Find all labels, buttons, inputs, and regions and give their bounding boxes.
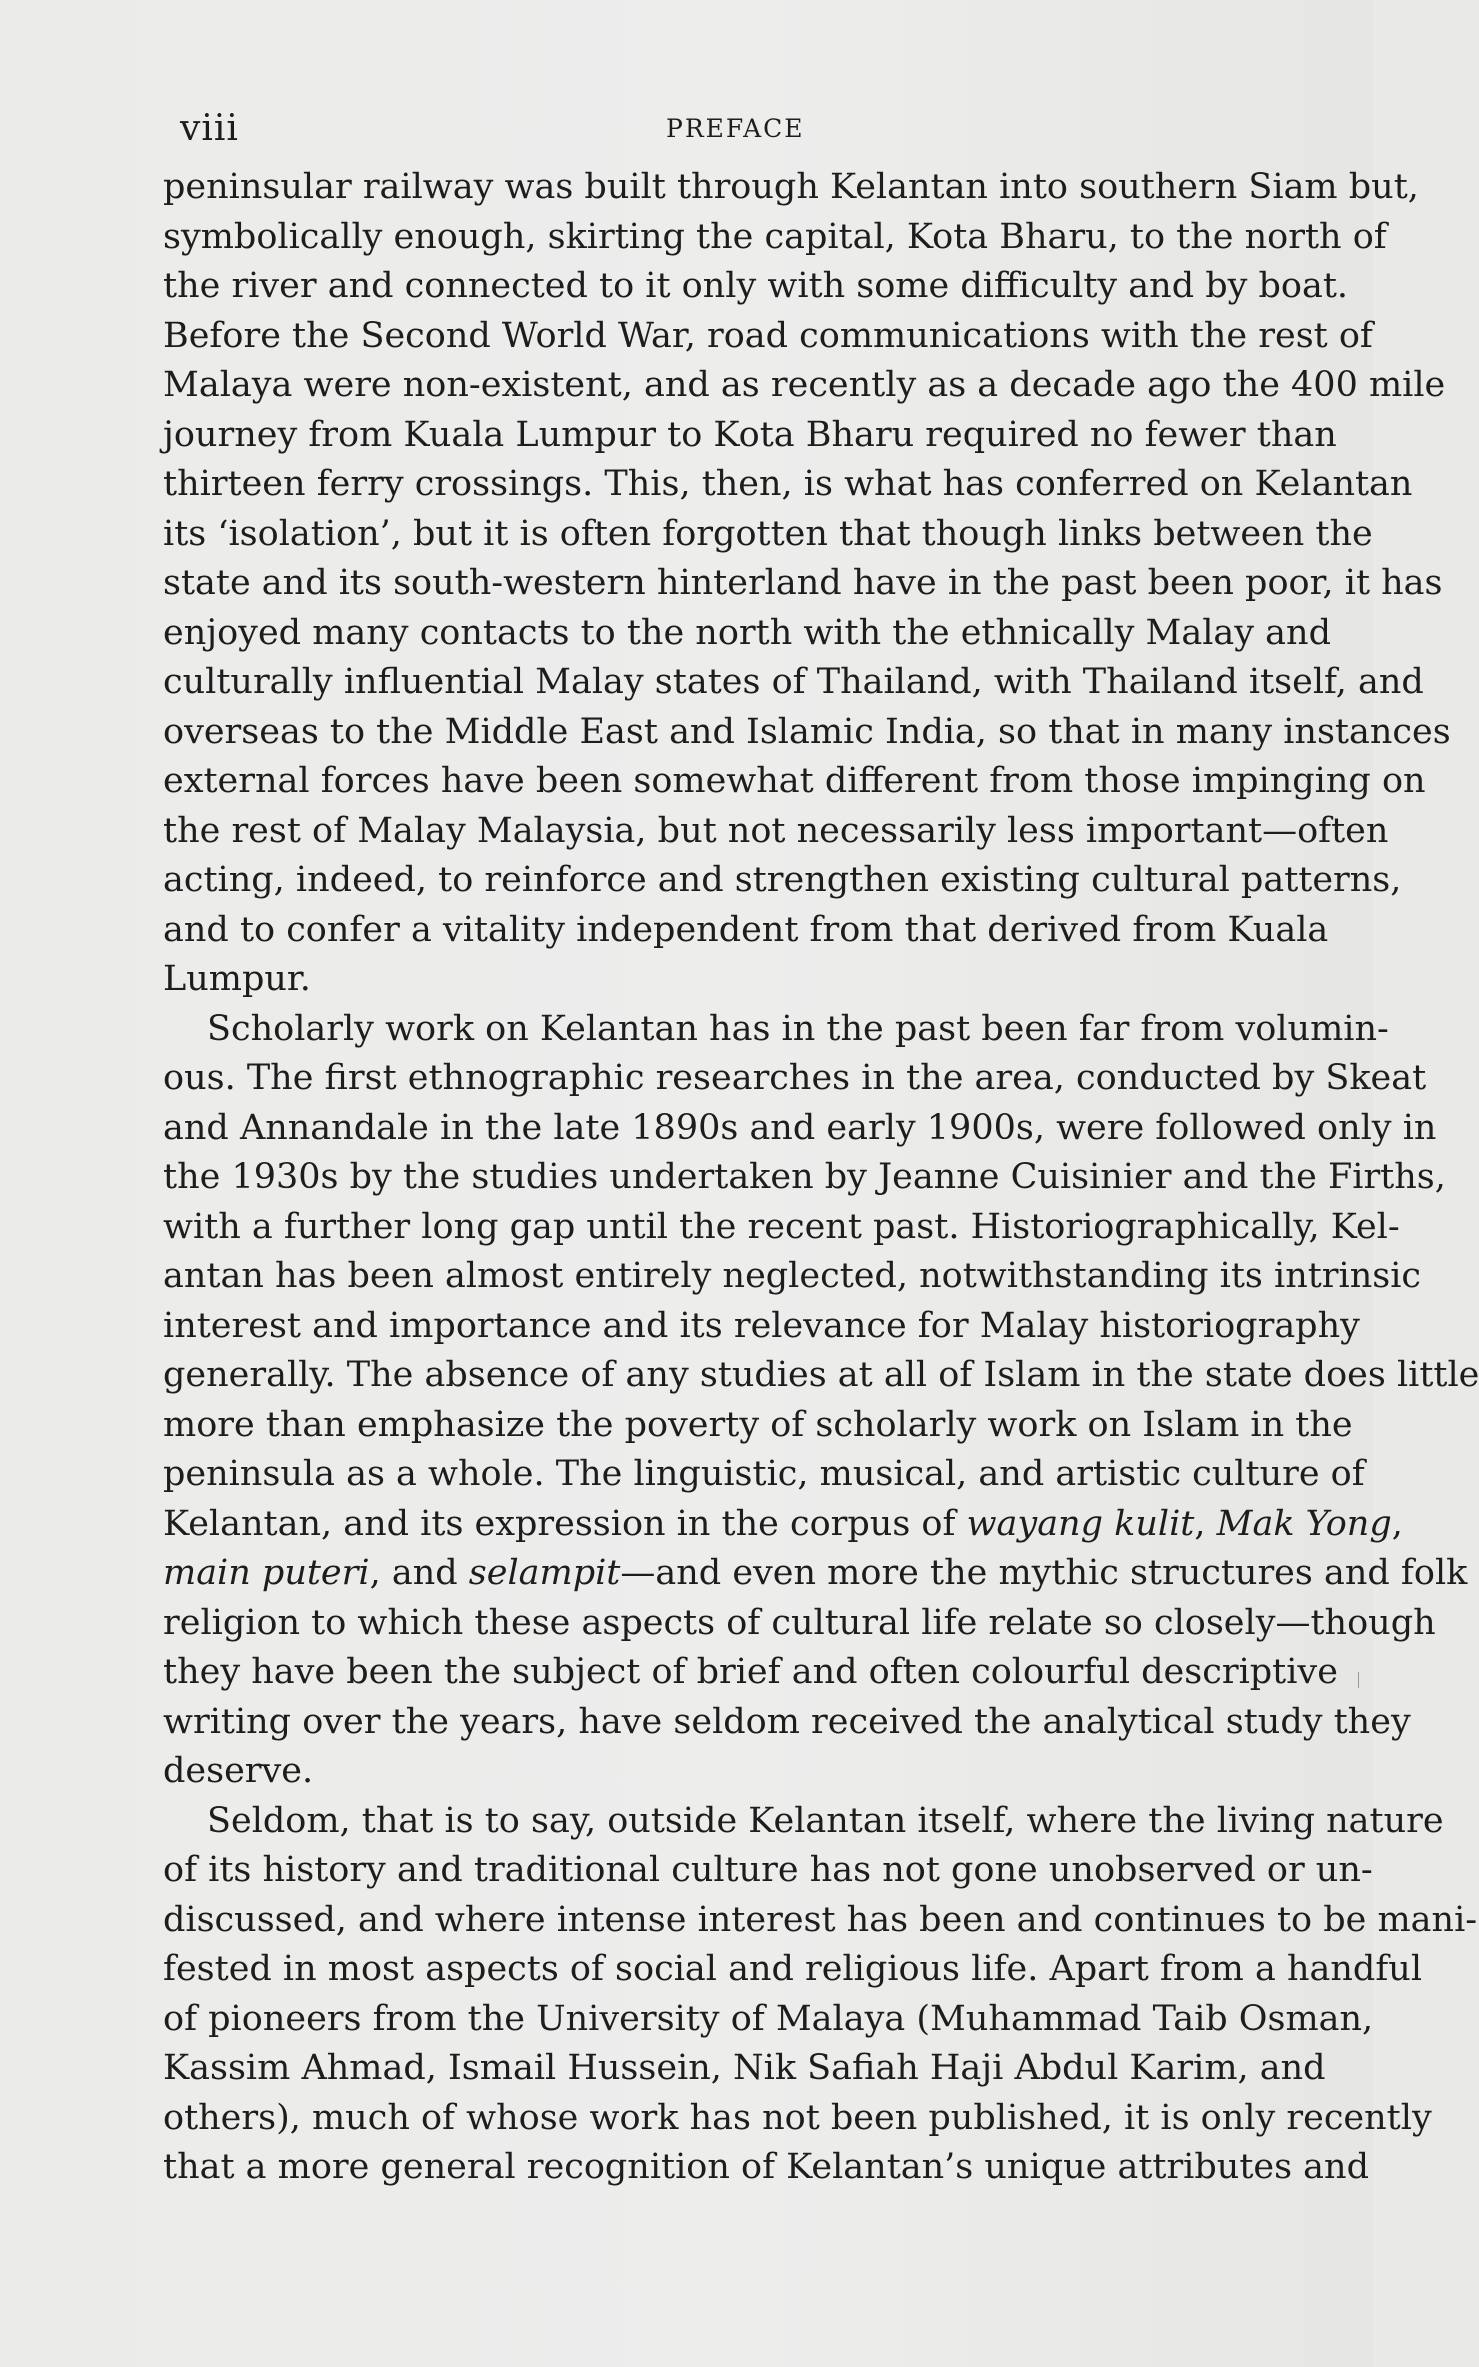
- text-line: deserve.: [163, 1751, 314, 1791]
- text-line: more than emphasize the poverty of scholarly work on Islam in the: [163, 1404, 1353, 1445]
- text-line: [163, 1549, 1468, 1599]
- text-line: with a further long gap until the recent past. Historiographically, Kel-: [163, 1206, 1400, 1247]
- text-line: religion to which these aspects of cultural life relate so closely—though: [163, 1602, 1436, 1643]
- line-segment: —and even more the mythic structures and folk: [620, 1553, 1468, 1593]
- text-line: others), much of whose work has not been published, it is only recently: [163, 2097, 1432, 2138]
- text-line: ous. The first ethnographic researches in the area, conducted by Skeat: [163, 1058, 1427, 1098]
- body-text: [163, 163, 1479, 2193]
- text-line: overseas to the Middle East and Islamic India, so that in many instances: [163, 711, 1451, 752]
- paragraph-3: [163, 1797, 1478, 2193]
- text-line: writing over the years, have seldom received the analytical study they: [163, 1701, 1411, 1742]
- text-line: generally. The absence of any studies at all of Islam in the state does little: [163, 1355, 1479, 1395]
- italic-term: main puteri: [163, 1553, 370, 1593]
- text-line: and to confer a vitality independent from that derived from Kuala: [163, 909, 1329, 950]
- text-line: Malaya were non-existent, and as recently as a decade ago the 400 mile: [163, 365, 1446, 405]
- text-line: enjoyed many contacts to the north with the ethnically Malay and: [163, 612, 1331, 653]
- italic-term: selampit: [468, 1553, 621, 1593]
- line-segment: , and: [369, 1553, 469, 1593]
- text-line: symbolically enough, skirting the capital, Kota Bharu, to the north of: [163, 216, 1387, 257]
- text-line: the river and connected to it only with some difficulty and by boat.: [163, 266, 1349, 306]
- text-line: culturally influential Malay states of Thailand, with Thailand itself, and: [163, 662, 1424, 702]
- text-line: state and its south-western hinterland have in the past been poor, it has: [163, 563, 1443, 603]
- line-segment: ,: [1194, 1503, 1217, 1544]
- page-number: viii: [180, 108, 239, 149]
- text-line: antan has been almost entirely neglected, notwithstanding its intrinsic: [163, 1256, 1422, 1296]
- text-line: external forces have been somewhat different from those impinging on: [163, 761, 1426, 801]
- text-line: thirteen ferry crossings. This, then, is what has conferred on Kelantan: [163, 464, 1413, 504]
- text-line: discussed, and where intense interest has been and continues to be mani-: [163, 1899, 1478, 1940]
- line-segment: ,: [1391, 1503, 1403, 1544]
- text-line: Seldom, that is to say, outside Kelantan itself, where the living nature: [207, 1800, 1444, 1841]
- text-line: acting, indeed, to reinforce and strengthen existing cultural patterns,: [163, 860, 1402, 900]
- text-line: they have been the subject of brief and often colourful descriptive: [163, 1652, 1338, 1692]
- text-line: Kassim Ahmad, Ismail Hussein, Nik Safiah Haji Abdul Karim, and: [163, 2048, 1326, 2088]
- margin-mark: [1358, 1672, 1363, 1688]
- text-line: peninsular railway was built through Kelantan into southern Siam but,: [163, 167, 1419, 207]
- text-line: Lumpur.: [163, 959, 311, 999]
- text-line: that a more general recognition of Kelantan’s unique attributes and: [163, 2147, 1369, 2187]
- page-header: [180, 108, 1260, 158]
- paragraph-2: [163, 1005, 1479, 1797]
- text-line: fested in most aspects of social and religious life. Apart from a handful: [163, 1949, 1423, 1989]
- text-line: Scholarly work on Kelantan has in the past been far from volumin-: [207, 1008, 1389, 1049]
- italic-term: wayang kulit: [966, 1503, 1195, 1544]
- running-head: PREFACE: [666, 114, 805, 143]
- text-line: the 1930s by the studies undertaken by Jeanne Cuisinier and the Firths,: [163, 1157, 1446, 1197]
- text-line: peninsula as a whole. The linguistic, musical, and artistic culture of: [163, 1454, 1365, 1494]
- text-line: journey from Kuala Lumpur to Kota Bharu required no fewer than: [163, 414, 1337, 455]
- text-line: of its history and traditional culture has not gone unobserved or un-: [163, 1850, 1373, 1890]
- text-line: of pioneers from the University of Malaya (Muhammad Taib Osman,: [163, 1998, 1374, 2039]
- text-line: its ‘isolation’, but it is often forgotten that though links between the: [163, 513, 1373, 554]
- text-line: Before the Second World War, road communications with the rest of: [163, 315, 1373, 356]
- line-segment: Kelantan, and its expression in the corpus of: [163, 1503, 967, 1544]
- paragraph-1: [163, 163, 1451, 1005]
- text-line: interest and importance and its relevance for Malay historiography: [163, 1305, 1360, 1346]
- text-line: and Annandale in the late 1890s and early 1900s, were followed only in: [163, 1107, 1437, 1148]
- text-line: [163, 1500, 1403, 1550]
- text-line: the rest of Malay Malaysia, but not necessarily less important—often: [163, 810, 1389, 851]
- italic-term: Mak Yong: [1216, 1503, 1392, 1544]
